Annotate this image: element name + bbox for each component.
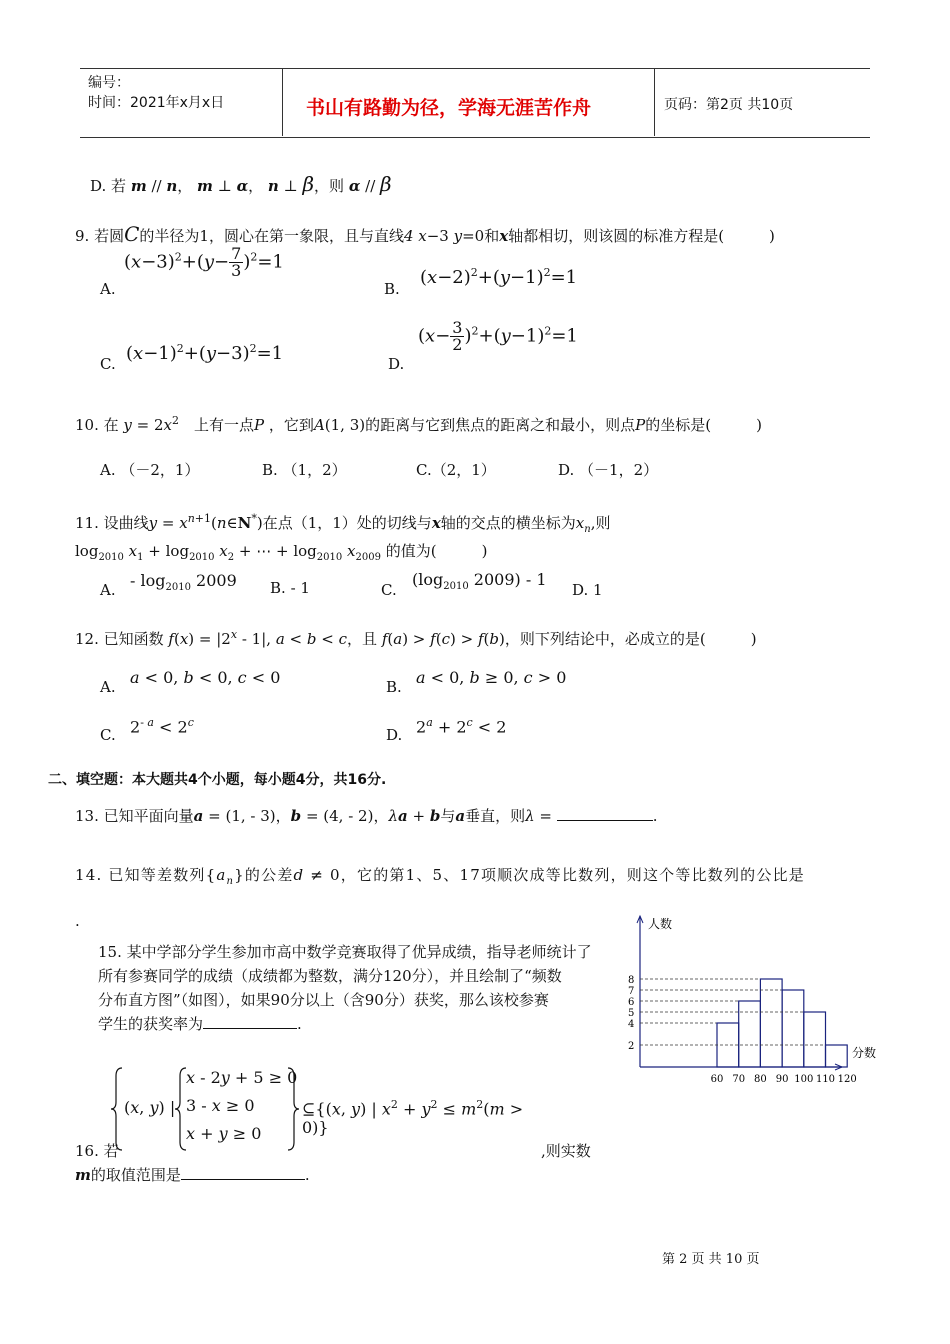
q9-opt-a: $(x-3)^2+(y-$ $\frac{7}{3}$ )$^2$=1: [124, 244, 284, 280]
q11-opt-d: D. 1: [572, 581, 603, 599]
code-label: 编号：: [88, 75, 130, 91]
q11-opt-c-label: C.: [381, 581, 397, 599]
histogram-bar: [782, 990, 804, 1067]
q11-opt-a-label: A.: [100, 581, 116, 599]
x-tick-label: 70: [732, 1074, 746, 1085]
q11-stem-2: $\log_{2010} x_1 + \log_{2010} x_2$ + ⋯ + $\log_{2010} x_{2009}$ 的值为( ): [75, 542, 488, 563]
x-tick-label: 90: [775, 1074, 789, 1085]
q9-opt-a-label: A.: [100, 280, 116, 298]
q9-opt-c-label: C.: [100, 355, 116, 373]
q8-option-d: D. 若 m // n， m ⊥ α， n ⊥ β，则 α // β: [90, 172, 392, 196]
section-2-title: 二、填空题：本大题共4个小题，每小题4分，共16分.: [48, 772, 387, 788]
q12-opt-c-label: C.: [100, 726, 116, 744]
q16-line-2: m的取值范围是 .: [75, 1166, 310, 1184]
q9-stem: 9. 若圆C的半径为1，圆心在第一象限，且与直线4 x−3 y=0和x轴都相切，则该圆的标准方程是( ): [75, 222, 775, 246]
x-tick-label: 60: [710, 1074, 724, 1085]
histogram: [610, 910, 880, 1090]
x-tick-label: 120: [837, 1074, 857, 1085]
x-tick-label: 100: [794, 1074, 814, 1085]
q11-opt-c: ($\log_{2010}$ 2009) - 1: [412, 570, 547, 593]
q12-opt-b-label: B.: [386, 678, 402, 696]
q12-opt-a: a < 0, b < 0, c < 0: [130, 668, 281, 687]
y-tick-label: 7: [628, 986, 635, 997]
header-divider: [654, 68, 655, 136]
q15-line: 分布直方图”（如图），如果90分以上（含90分）获奖，那么该校参赛: [98, 991, 549, 1009]
x-tick-label: 80: [754, 1074, 767, 1085]
q12-opt-d-label: D.: [386, 726, 403, 744]
q15-stem: [98, 940, 592, 1036]
y-tick-label: 5: [628, 1008, 635, 1019]
histogram-bar: [804, 1012, 826, 1067]
q11-opt-a: - $\log_{2010} 2009$: [130, 571, 237, 594]
y-tick-label: 4: [628, 1019, 635, 1030]
q9-opt-b-label: B.: [384, 280, 400, 298]
q15-line: 所有参赛同学的成绩（成绩都为整数，满分120分），并且绘制了“频数: [98, 967, 562, 985]
q14-end: .: [75, 912, 80, 930]
q11-stem: 11. 设曲线$y = x^{n+1}(n\in N^*)$在点（1，1）处的切线与x轴的交点的横坐标为$x_n$,则: [75, 512, 611, 535]
x-tick-label: 110: [815, 1074, 836, 1085]
time-label: 时间：2021年x月x日: [88, 95, 225, 111]
q9-opt-d-label: D.: [388, 355, 405, 373]
q9-opt-b: $(x-2)^2+(y-1)^2=1$: [420, 266, 578, 288]
y-axis-label: 人数: [648, 917, 673, 931]
header-divider: [282, 68, 283, 136]
q12-opt-b: a < 0, b ≥ 0, c > 0: [416, 668, 567, 687]
q15-line: 15. 某中学部分学生参加市高中数学竞赛取得了优异成绩，指导老师统计了: [98, 943, 592, 961]
histogram-bar: [826, 1045, 848, 1067]
q15-line: 学生的获奖率为 .: [98, 1015, 302, 1033]
q14-stem: 14. 已知等差数列$\{a_n\}$的公差d ≠ 0，它的第1、5、17项顺次成等比数列，则这个等比数列的公比是: [75, 866, 805, 887]
x-axis-label: 分数: [852, 1046, 877, 1060]
histogram-bar: [739, 1001, 761, 1067]
page-info: 页码：第2页 共10页: [664, 97, 794, 113]
q13-stem: 13. 已知平面向量a = (1, - 3)，b = (4, - 2)，λa + b与a垂直，则λ = .: [75, 807, 658, 825]
motto: 书山有路勤为径，学海无涯苦作舟: [306, 97, 592, 119]
q9-opt-c: $(x-1)^2+(y-3)^2=1$: [126, 342, 284, 364]
footer-page: 第 2 页 共 10 页: [662, 1252, 760, 1267]
y-tick-label: 2: [628, 1041, 635, 1052]
q10-opt-c: C.（2，1）: [416, 461, 496, 479]
y-tick-label: 6: [628, 997, 635, 1008]
q10-stem: 10. 在 $y = 2x^2$ 上有一点P ，它到A(1, 3)的距离与它到焦点的距离之和最小，则点P的坐标是( ): [75, 414, 762, 434]
y-tick-label: 8: [628, 975, 635, 986]
q12-opt-c: $2^{- a} < 2^c$: [130, 716, 194, 737]
histogram-bar: [760, 979, 782, 1067]
q16-prefix: 16. 若: [75, 1142, 119, 1160]
q16-t1: ,则实数: [541, 1142, 591, 1160]
q10-opt-b: B. （1，2）: [262, 461, 347, 479]
q9-opt-d: (x− $\frac{3}{2}$ )$^2+(y-1)^2=1$: [418, 318, 578, 354]
q10-opt-a: A. （－2，1）: [100, 461, 200, 479]
q10-opt-d: D. （－1，2）: [558, 461, 659, 479]
histogram-layer: [628, 916, 876, 1085]
q11-opt-b: B. - 1: [270, 579, 310, 597]
q12-opt-d: $2^a + 2^c < 2$: [416, 716, 507, 737]
q16-set-expression: (x, y) | x - 2y + 5 ≥ 0 3 - x ≥ 0 x + y ≥ 0 ⊆{(x, y) | $x^2 + y^2 \le m^2(m > 0)$}: [108, 1064, 548, 1154]
q12-opt-a-label: A.: [100, 678, 116, 696]
q12-stem: 12. 已知函数 $f(x) = |2^x - 1|$, a < b < c，且 f(a) > f(c) > f(b)，则下列结论中，必成立的是( ): [75, 628, 757, 648]
